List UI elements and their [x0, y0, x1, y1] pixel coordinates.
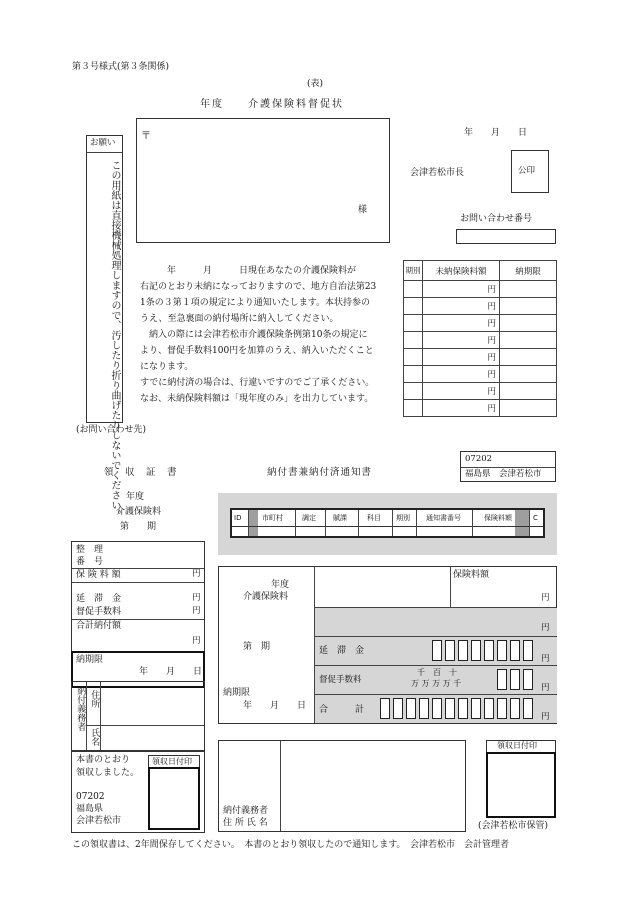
- receipt-payer-box: [71, 681, 205, 751]
- inquiry-contact-label: (お問い合わせ先): [76, 425, 147, 435]
- inquiry-number-label: お問い合わせ番号: [460, 214, 533, 224]
- receipt-premium-label: 保 険 料 額: [76, 570, 121, 580]
- payment-kaigo: 介護保険料: [243, 592, 289, 602]
- ocr-fuka-header: 賦課: [333, 514, 347, 522]
- amount-cell: 円: [423, 332, 500, 349]
- payer-vertical-label: 納付義務者: [75, 686, 86, 731]
- digit-box[interactable]: [419, 698, 429, 719]
- digit-box[interactable]: [393, 698, 403, 719]
- ocr-amount-header: 保険料額: [484, 514, 512, 522]
- ocr-city-header: 市町村: [262, 514, 283, 522]
- digit-box[interactable]: [484, 640, 494, 661]
- receipt-tokusoku-label: 督促手数料: [76, 607, 122, 617]
- digit-box[interactable]: [510, 640, 520, 661]
- receipt-total-label: 合計納付額: [76, 621, 122, 631]
- digit-box[interactable]: [523, 698, 533, 719]
- bango-label: 番 号: [76, 557, 104, 567]
- name-vertical-label: 氏名: [89, 728, 100, 746]
- footer-note: この領収書は、2年間保存してください。 本書のとおり領収したので通知します。 会津若松市 会計管理者: [72, 840, 510, 850]
- digit-box[interactable]: [471, 640, 481, 661]
- yen-unit: 円: [541, 712, 550, 722]
- postal-mark: 〒: [141, 131, 151, 142]
- amount-header: 未納保険料額: [423, 261, 500, 281]
- units-bottom: 万 万 万 万 千: [411, 679, 462, 688]
- received-text-1: 本書のとおり: [76, 755, 131, 765]
- body-line: うえ、至急裏面の納付場所に納入してください。: [140, 314, 339, 324]
- receipt-pref: 福島県: [76, 804, 104, 814]
- digit-box[interactable]: [510, 698, 520, 719]
- body-line: 右記のとおり未納になっておりますので、地方自治法第23: [140, 282, 377, 292]
- receipt-amount-box: [71, 541, 205, 688]
- page-title: 年度 介護保険料督促状: [200, 99, 344, 110]
- body-line: 1条の３第１項の規定により通知いたします。本状持参の: [140, 298, 371, 308]
- unpaid-table: [403, 260, 557, 417]
- address-box: [136, 118, 390, 243]
- digit-box[interactable]: [484, 698, 494, 719]
- yen-unit: 円: [192, 636, 201, 646]
- request-heading: お願い: [90, 138, 116, 148]
- body-line: になります。: [140, 362, 194, 372]
- yen-unit: 円: [541, 623, 550, 633]
- ocr-grid: [230, 508, 545, 538]
- ocr-kibetsu-header: 期別: [396, 514, 410, 522]
- yen-unit: 円: [541, 683, 550, 693]
- digit-box[interactable]: [497, 669, 507, 690]
- body-line: より、督促手数料100円を加算のうえ、納入いただくこと: [140, 346, 374, 356]
- payment-period: 第 期: [243, 642, 271, 652]
- digit-box[interactable]: [380, 698, 390, 719]
- payment-title: 納付書兼納付済通知書: [267, 467, 373, 478]
- amount-cell: 円: [423, 281, 500, 298]
- receipt-title: 領 収 証 書: [104, 467, 178, 478]
- amount-cell: 円: [423, 298, 500, 315]
- payment-amount-box: [218, 566, 557, 724]
- digit-box[interactable]: [432, 698, 442, 719]
- ocr-chotei-header: 調定: [302, 514, 316, 522]
- body-line: 納入の際には会津若松市介護保険条例第10条の規定に: [140, 330, 368, 340]
- payment-stamp-box: [486, 752, 556, 818]
- digit-box[interactable]: [432, 640, 442, 661]
- yen-unit: 円: [192, 606, 201, 616]
- body-line: なお、未納保険料額は「現年度のみ」を出力しています。: [140, 394, 374, 404]
- receipt-kaigo: 介護保険料: [116, 507, 162, 517]
- payment-payer-box: [218, 740, 466, 832]
- received-text-2: 領収しました。: [76, 768, 140, 778]
- form-number: 第３号様式(第３条関係): [72, 62, 170, 72]
- yen-unit: 円: [541, 654, 550, 664]
- honorific-sama: 様: [358, 205, 368, 215]
- digit-box[interactable]: [458, 640, 468, 661]
- yen-unit: 円: [192, 593, 201, 603]
- payer-line-1: 納付義務者: [223, 806, 269, 816]
- address-vertical-label: 住所: [89, 690, 100, 708]
- digit-box[interactable]: [497, 698, 507, 719]
- mayor-label: 会津若松市長: [410, 168, 465, 178]
- amount-cell: 円: [423, 383, 500, 400]
- official-seal: 公印: [518, 166, 536, 176]
- ocr-c-header: C: [533, 514, 538, 522]
- receipt-code: 07202: [76, 792, 105, 802]
- receipt-stamp-label: 領収日付印: [152, 757, 192, 766]
- notice-date: 年 月 日: [464, 128, 528, 138]
- payee-name: 福島県 会津若松市: [465, 469, 542, 479]
- receipt-city: 会津若松市: [76, 816, 122, 826]
- amount-cell: 円: [423, 366, 500, 383]
- body-line: 年 月 日現在あなたの介護保険料が: [140, 266, 357, 276]
- digit-box[interactable]: [458, 698, 468, 719]
- amount-cell: 円: [423, 400, 500, 417]
- yen-unit: 円: [192, 569, 201, 579]
- units-top: 千 百 十: [417, 668, 457, 677]
- amount-cell: 円: [423, 315, 500, 332]
- seiri-label: 整 理: [76, 545, 104, 555]
- payment-entai-label: 延 滞 金: [319, 646, 365, 656]
- payment-due-label: 納期限: [223, 688, 251, 698]
- receipt-year: 年度: [126, 492, 145, 502]
- digit-box[interactable]: [510, 669, 520, 690]
- digit-box[interactable]: [497, 640, 507, 661]
- digit-box[interactable]: [523, 669, 533, 690]
- amount-cell: 円: [423, 349, 500, 366]
- due-header: 納期限: [500, 261, 557, 281]
- payment-tokusoku-label: 督促手数料: [319, 675, 362, 685]
- notice-body: [140, 263, 376, 407]
- digit-box[interactable]: [445, 698, 455, 719]
- side-label: (表): [307, 79, 324, 89]
- payer-line-2: 住 所 氏 名: [223, 818, 268, 828]
- digit-box[interactable]: [406, 698, 416, 719]
- payee-code-box: [460, 451, 556, 482]
- digit-box[interactable]: [471, 698, 481, 719]
- ocr-notice-no-header: 通知書番号: [426, 514, 461, 522]
- payment-stamp-label-box: [486, 740, 556, 752]
- payment-premium-label: 保険料額: [453, 570, 490, 580]
- payment-stamp-label: 領収日付印: [497, 741, 537, 750]
- custody-label: (会津若松市保管): [478, 821, 549, 831]
- ocr-id-header: ID: [234, 514, 242, 522]
- payment-total-label: 合 計: [319, 705, 365, 715]
- request-message: この用紙は直接機械処理しますので、汚したり折り曲げたりしないでください。: [109, 160, 120, 520]
- digit-box[interactable]: [523, 640, 533, 661]
- receipt-stamp-area: [71, 751, 205, 833]
- digit-box[interactable]: [445, 640, 455, 661]
- official-seal-box: [511, 150, 549, 193]
- period-header: 期別: [404, 261, 423, 281]
- receipt-entai-label: 延 滞 金: [76, 594, 122, 604]
- ocr-kamoku-header: 科目: [367, 514, 381, 522]
- receipt-due-label: 納期限: [76, 655, 104, 665]
- yen-unit: 円: [541, 593, 550, 603]
- receipt-period: 第 期: [120, 522, 157, 532]
- payment-year: 年度: [271, 580, 290, 590]
- body-line: すでに納付済の場合は、行違いですのでご了承ください。: [140, 378, 375, 388]
- inquiry-number-field[interactable]: [456, 229, 556, 244]
- ocr-area: [218, 493, 557, 555]
- payment-due-date: 年 月 日: [243, 701, 307, 711]
- payee-code: 07202: [465, 454, 493, 464]
- receipt-stamp-box: [148, 767, 200, 830]
- receipt-due-date: 年 月 日: [139, 667, 203, 677]
